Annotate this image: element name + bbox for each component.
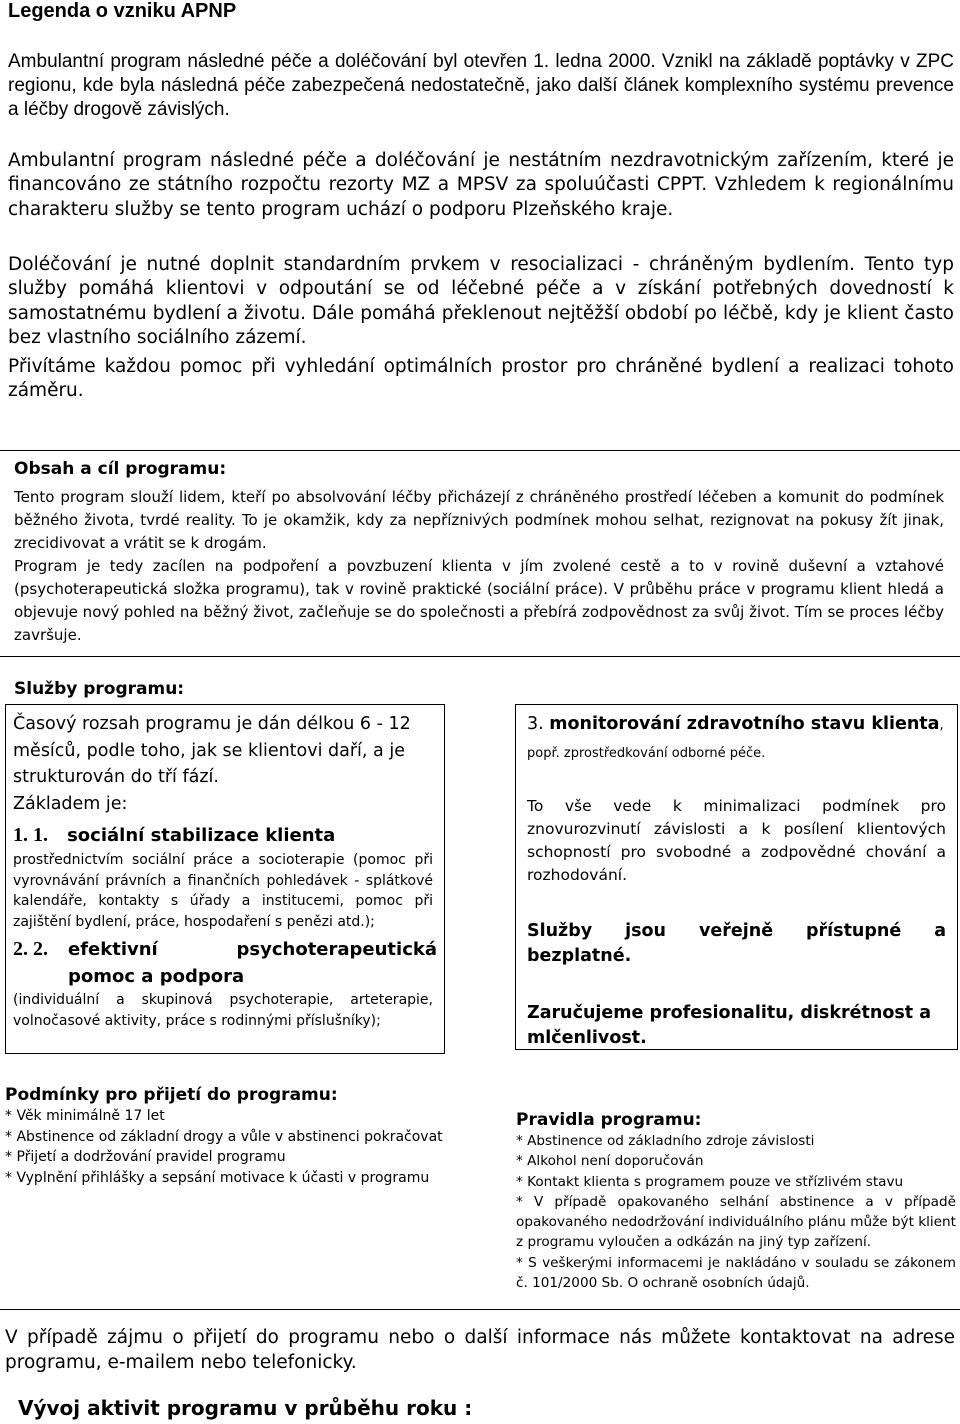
pravidla-section xyxy=(516,1109,956,1293)
list-item: * V případě opakovaného selhání abstinence a v případě opakovaného nedodržování individuálního plánu může být klient z programu vyloučen a odkázán na jiný typ zařízení. xyxy=(516,1193,956,1251)
phase-1-text: prostřednictvím sociální práce a socioterapie (pomoc při vyrovnávání právních a finančních pohledávek - splátkové kalendáře, kontakty s úřady a institucemi, pomoc při zajištění bydlení, práce, hospodaření s penězi atd.); xyxy=(13,852,433,930)
phase-3-number: 3. xyxy=(527,714,550,734)
section-divider xyxy=(0,1309,960,1310)
list-item: * Věk minimálně 17 let xyxy=(5,1108,165,1124)
page-title: Legenda o vzniku APNP xyxy=(8,0,237,22)
sluzby-left-box xyxy=(5,704,445,1054)
phase-3 xyxy=(527,711,946,767)
intro-paragraph: Ambulantní program následné péče a doléčování byl otevřen 1. ledna 2000. Vznikl na základě poptávky v ZPC regionu, kde byla následná péče zabezpečená nedostatečně, jako další článek komplexního systému prevence a léčby drogově závislých. xyxy=(8,51,954,120)
sluzby-heading: Služby programu: xyxy=(14,679,185,699)
obsah-text-1: Tento program slouží lidem, kteří po absolvování léčby přicházejí z chráněného prostředí léčeben a komunit do podmínek běžného života, tvrdé reality. To je okamžik, kdy za nepříznivých podmínek mohou selhat, rezignovat na pokusy žít jinak, zrecidivovat a vrátit se k drogám. xyxy=(14,488,944,552)
phase-2 xyxy=(13,936,437,990)
phase-1 xyxy=(13,821,437,850)
list-item: * Abstinence od základního zdroje závislosti xyxy=(516,1133,815,1149)
activities-heading: Vývoj aktivit programu v průběhu roku : xyxy=(18,1396,473,1420)
pravidla-list xyxy=(516,1131,956,1293)
phase-2-text: (individuální a skupinová psychoterapie, arteterapie, volnočasové aktivity, práce s rodinnými příslušníky); xyxy=(13,992,433,1029)
podminky-list xyxy=(5,1106,445,1188)
public-note: Služby jsou veřejně přístupné a bezplatné. xyxy=(527,921,946,966)
phase-2-number: 2. 2. xyxy=(13,938,48,961)
sluzby-right-box xyxy=(515,704,958,1050)
podminky-heading: Podmínky pro přijetí do programu: xyxy=(5,1085,338,1105)
phase-2-title: efektivní psychoterapeutická pomoc a podpora xyxy=(68,939,437,988)
obsah-section xyxy=(14,458,944,647)
podminky-section xyxy=(5,1084,445,1188)
phase-3-title: monitorování zdravotního stavu klienta xyxy=(549,714,940,734)
guarantee-note: Zaručujeme profesionalitu, diskrétnost a mlčenlivost. xyxy=(527,1003,932,1048)
phase-1-number: 1. 1. xyxy=(13,824,48,846)
pravidla-heading: Pravidla programu: xyxy=(516,1110,702,1130)
sluzby-intro: Časový rozsah programu je dán délkou 6 - 12 měsíců, podle toho, jak se klientovi daří, a je strukturován do tří fází. xyxy=(13,714,411,787)
list-item: * Přijetí a dodržování pravidel programu xyxy=(5,1149,286,1166)
list-item: * Vyplnění přihlášky a sepsání motivace k účasti v programu xyxy=(5,1169,430,1186)
funding-paragraph: Ambulantní program následné péče a doléčování je nestátním nezdravotnickým zařízením, které je financováno ze státního rozpočtu rezorty MZ a MPSV za spoluúčasti CPPT. Vzhledem k regionálnímu charakteru služby se tento program uchází o podporu Plzeňského kraje. xyxy=(8,150,954,220)
help-paragraph: Přivítáme každou pomoc při vyhledání optimálních prostor pro chráněné bydlení a realizaci tohoto záměru. xyxy=(8,356,954,402)
list-item: * Alkohol není doporučován xyxy=(516,1153,704,1170)
list-item: * Abstinence od základní drogy a vůle v abstinenci pokračovat xyxy=(5,1128,443,1145)
phase-1-title: sociální stabilizace klienta xyxy=(67,825,336,846)
phase-3-note: , popř. zprostředkování odborné péče. xyxy=(527,718,944,761)
obsah-text-2: Program je tedy zacílen na podpoření a povzbuzení klienta v jím zvolené cestě a to v rovině duševní a vztahové (psychoterapeutická složka programu), tak v rovině praktické (sociální práce). V průběhu práce v programu klient hledá a objevuje nový pohled na běžný život, začleňuje se do společnosti a přebírá zodpovědnost za svůj život. Tím se proces léčby završuje. xyxy=(14,557,944,644)
housing-paragraph: Doléčování je nutné doplnit standardním prvkem v resocializaci - chráněným bydlením. Tento typ služby pomáhá klientovi v odpoutání se od léčebné péče a v získání potřebných dovedností k samostatnému bydlení a životu. Dále pomáhá překlenout nejtěžší období po léčbě, kdy je klient často bez vlastního sociálního zázemí. xyxy=(8,254,954,348)
sluzby-right-text: To vše vede k minimalizaci podmínek pro znovurozvinutí závislosti a k posílení klientových schopností pro svobodné a zodpovědné chování a rozhodování. xyxy=(527,797,946,884)
list-item: * S veškerými informacemi je nakládáno v souladu se zákonem č. 101/2000 Sb. O ochraně osobních údajů. xyxy=(516,1254,956,1292)
section-divider xyxy=(0,450,960,451)
list-item: * Kontakt klienta s programem pouze ve střízlivém stavu xyxy=(516,1173,904,1190)
sluzby-zakladem: Základem je: xyxy=(13,793,128,814)
section-divider xyxy=(0,656,960,657)
contact-paragraph: V případě zájmu o přijetí do programu nebo o další informace nás můžete kontaktovat na adrese programu, e-mailem nebo telefonicky. xyxy=(5,1327,955,1373)
obsah-heading: Obsah a cíl programu: xyxy=(14,459,227,479)
